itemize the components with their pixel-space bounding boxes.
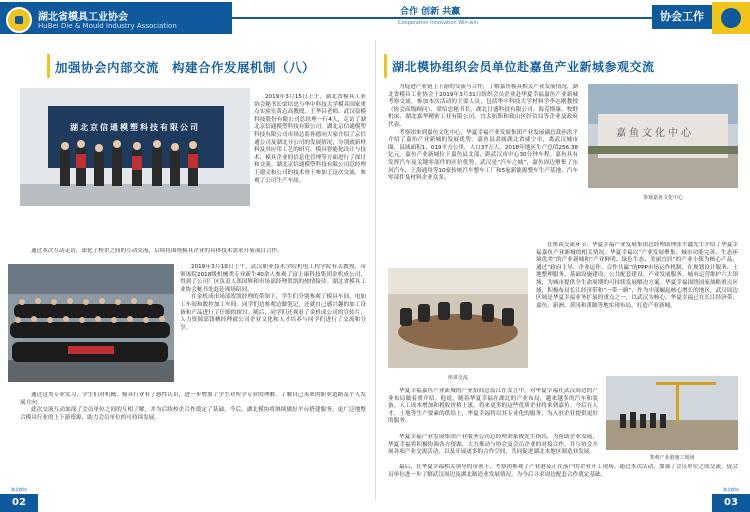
left-article-para4: 在金机成市场部贺凯经理的带领下，学生们分别参观了模具车间，电加工车间和数控加工车间。同学们边参观边做笔记，还就自己感兴趣的加工设备和产品进行了仔细的探讨。随后，同学们还观看了金机成公司的宣传片，人力资源部钱栖经理就公司企业文化和人才培养与同学们进行了交流和分享。	[180, 294, 366, 331]
right-article-para4: 华夏幸福嘉鱼产业新城的产业招商总监江在发言中，对华夏幸福在武汉周边的产业布局做着重介绍。他说，随着华夏幸福在湖北的产业布局，越来越多的汽车和装备、人工成本增加和税收价格上涨，将来更多的这些优质企业将来到嘉鱼。今后在人才、土地等生产要素的供给上，华夏幸福将以其专业化的服务，为入驻企业提供更好的服务。	[388, 388, 598, 425]
right-article-para6: 最后，在华夏幸福相关领导的带领下，考察团参观了产业港及正在落户的企业开工现场。通过本次活动，加强了会员单位之间交流，促会员单位进一步了解武汉周边及湖北制造业发展情况，为今后寻求周边配套合作奠定基础。	[388, 464, 738, 478]
left-article-para2: 通过本次互动走访，深化了校企之间的互动交流，后续将围绕模具企业的具体技术需求开展项目合作。	[31, 248, 283, 254]
right-article-para6-block	[388, 464, 738, 492]
right-article-para1: 为促进产业链上下游的交流与合作，了解嘉鱼模具相关产业发展情况，湖北省模具工业协会于2019年3月31日组织会员企业赴华夏幸福嘉鱼产业新城考察交流。参加本次活动的主要人员，包括华中科技大学材料学李志刚教授（协会高级顾问）、梁培忠秘书长，湖北日盛科技有限公司、海克斯康、牧野机床、湖北嘉华精密工业有限公司、宜太拓斯和致山区经信局等企业及政府代表。	[388, 84, 578, 128]
construction-site-illustration	[606, 376, 738, 450]
left-article-para2-block	[20, 248, 366, 258]
meeting-photo	[388, 268, 528, 368]
group-photo-students	[8, 264, 174, 382]
page-number-right	[712, 487, 750, 512]
group-photo-illustration	[20, 88, 250, 206]
page-header	[0, 0, 750, 36]
footer-left-page: 02	[12, 497, 26, 508]
right-article-para3-block	[536, 242, 738, 368]
left-article-para1: 2019年3月15日上午，湖北省模具工业协会秘书长梁培忠与华中科技大学模具国家重点实验室黄志高教授、王华昌老师、武汉益模科技股份有限公司总经理一行4人，走访了湖北京信通模塑科技有限公司。湖北京信通模塑科技有限公司市场总监孙德向大家介绍了京信通公司及湖北分公司的发展情况，分别就新材料及其应用工艺的研究、模具智能化设计与技术、模具企业的信息化管理等方面进行了探讨和交流。湖北京信通模塑科技有限公司总经理王建文和公司的技术骨干参加了这次交流，参观了公司生产车间。	[254, 94, 366, 184]
footer-left-label: 湖北模协	[11, 487, 27, 492]
left-article-para1-top	[254, 94, 366, 206]
header-association-name-en: HuBei Die & Mould Industry Association	[38, 22, 177, 30]
section-tab-logo-icon	[712, 2, 750, 34]
right-article-para5: 华夏幸福产业发展集团产业服务公司总经理刘家俊先生指出，为帮助企业发展，华夏幸福将积极协调各方资源，大力推动与协会及会员企业的对接合作，并与协会开展各项产业交流活动，以及开展更多的合作空间，共同促进湖北本地区制造业发展。	[388, 434, 598, 456]
right-article-title: 湖北模协组织会员单位赴嘉鱼产业新城参观交流	[392, 60, 655, 74]
header-rule	[232, 17, 652, 19]
footer-right-label: 湖北模协	[723, 487, 739, 492]
culture-center-sign: 嘉鱼文化中心	[616, 128, 694, 139]
page-number-left	[0, 487, 38, 512]
right-article-para5-block	[388, 434, 598, 462]
header-association-name: 湖北省模具工业协会	[38, 12, 128, 23]
students-photo-illustration	[8, 264, 174, 382]
right-article-para2: 考察团来到嘉鱼文化中心，华夏幸福产业发展集团产业发展副总裁孙洪平介绍了嘉鱼产业新城的发展优势。嘉鱼县隶属湖北省咸宁市，离武汉城市圈，县域面积1，019平方公里，人口37万人，2018年地区生产总值256.38亿元。嘉鱼产业新城位于嘉鱼县北部，距武汉市中心30分钟车程。嘉鱼具有发挥汽车及关键零部件的区位优势，武汉是“汽车之城”，嘉鱼周边聚集了东风汽车、上海通用等10家传统汽车整车工厂和5家新能源整车生产基地、汽车零部件及材料企业众多。	[388, 129, 578, 182]
header-slogan-en: Cooperation Innovation Win-win	[398, 20, 479, 26]
caption-culture-center: 参观嘉鱼文化中心	[642, 195, 683, 201]
header-slogan: 合作 创新 共赢	[396, 4, 464, 17]
footer-right-page: 03	[724, 497, 738, 508]
section-tab: 协会工作	[652, 5, 712, 29]
meeting-illustration	[388, 268, 528, 368]
group-photo-jingxintong	[20, 88, 250, 206]
caption-meeting: 座谈交流	[447, 375, 468, 381]
left-article-bottom-block	[20, 392, 366, 496]
header-brand-strip	[0, 2, 232, 34]
culture-center-photo	[588, 84, 738, 188]
photo-banner-text: 湖北京信通模塑科技有限公司	[70, 123, 200, 132]
right-article-para3: 在座谈交流环节，华夏幸福产业发展集团总经理助理张平鑫先生介绍了华夏幸福嘉鱼产业新城的相关情况，华夏幸福以“产业发展聚集、城市功能完善、生态环境优美”的产业新城和“产业鲜明、绿色生态、美丽宜居”的产业小镇为核心产品，通过“政府主导、企业运作、合作共赢”的PPP市场运作机制，在规划设计服务、土地整理服务、基础设施建设、公共配套建设、产业发展服务、城市运营维护六大领域，为城市提供全生命周期的可持续发展解决方案。华夏幸福围绕国家战略重点区域，积极布局长江经济带和“一带一路”，作为中部崛起核心增长的地区，武汉周边区域是华夏幸福业务扩展的重点之一，以武汉为核心，华夏幸福已在长江经济带、嘉鱼、新洲、黄冈和黄陂等地实现布局，打造产业新城。	[536, 242, 738, 309]
association-logo-icon	[6, 7, 32, 33]
right-article-para4-block	[388, 388, 598, 432]
construction-site-photo	[606, 376, 738, 450]
left-article-para3-4-block	[180, 264, 366, 386]
left-article-para5: 通过这类专业实习，学生们对机械、模具行业有了感性认识，进一步增加了学生对所学专业的理解，了解自己未来的职业道路及个人发展方向。	[20, 392, 366, 406]
caption-construction-site: 参观产业港施工现场	[649, 455, 695, 461]
left-article-para3: 2019年3月19日上午，武汉职业技术学院机电工程学院有关教授，带领该院2018级机械类专业新生40余人参观了富士康科技集团金机成公司，得到了公司厂区负责人郑国辉和市场部经理贺凯的热情接待。湖北省模具工业协会秘书处赶赴现场陪同。	[180, 264, 366, 293]
column-divider	[375, 40, 376, 500]
left-article-para6: 此次交流互动加深了会员单位之间的互相了解，并为后续校企合作奠定了基础。今后，湖北模协将继续做好平台搭建服务，更广泛地整合模具行业的上下游资源，助力会员单位的可持续发展。	[20, 407, 366, 421]
left-article-title: 加强协会内部交流 构建合作发展机制（八）	[55, 60, 316, 75]
